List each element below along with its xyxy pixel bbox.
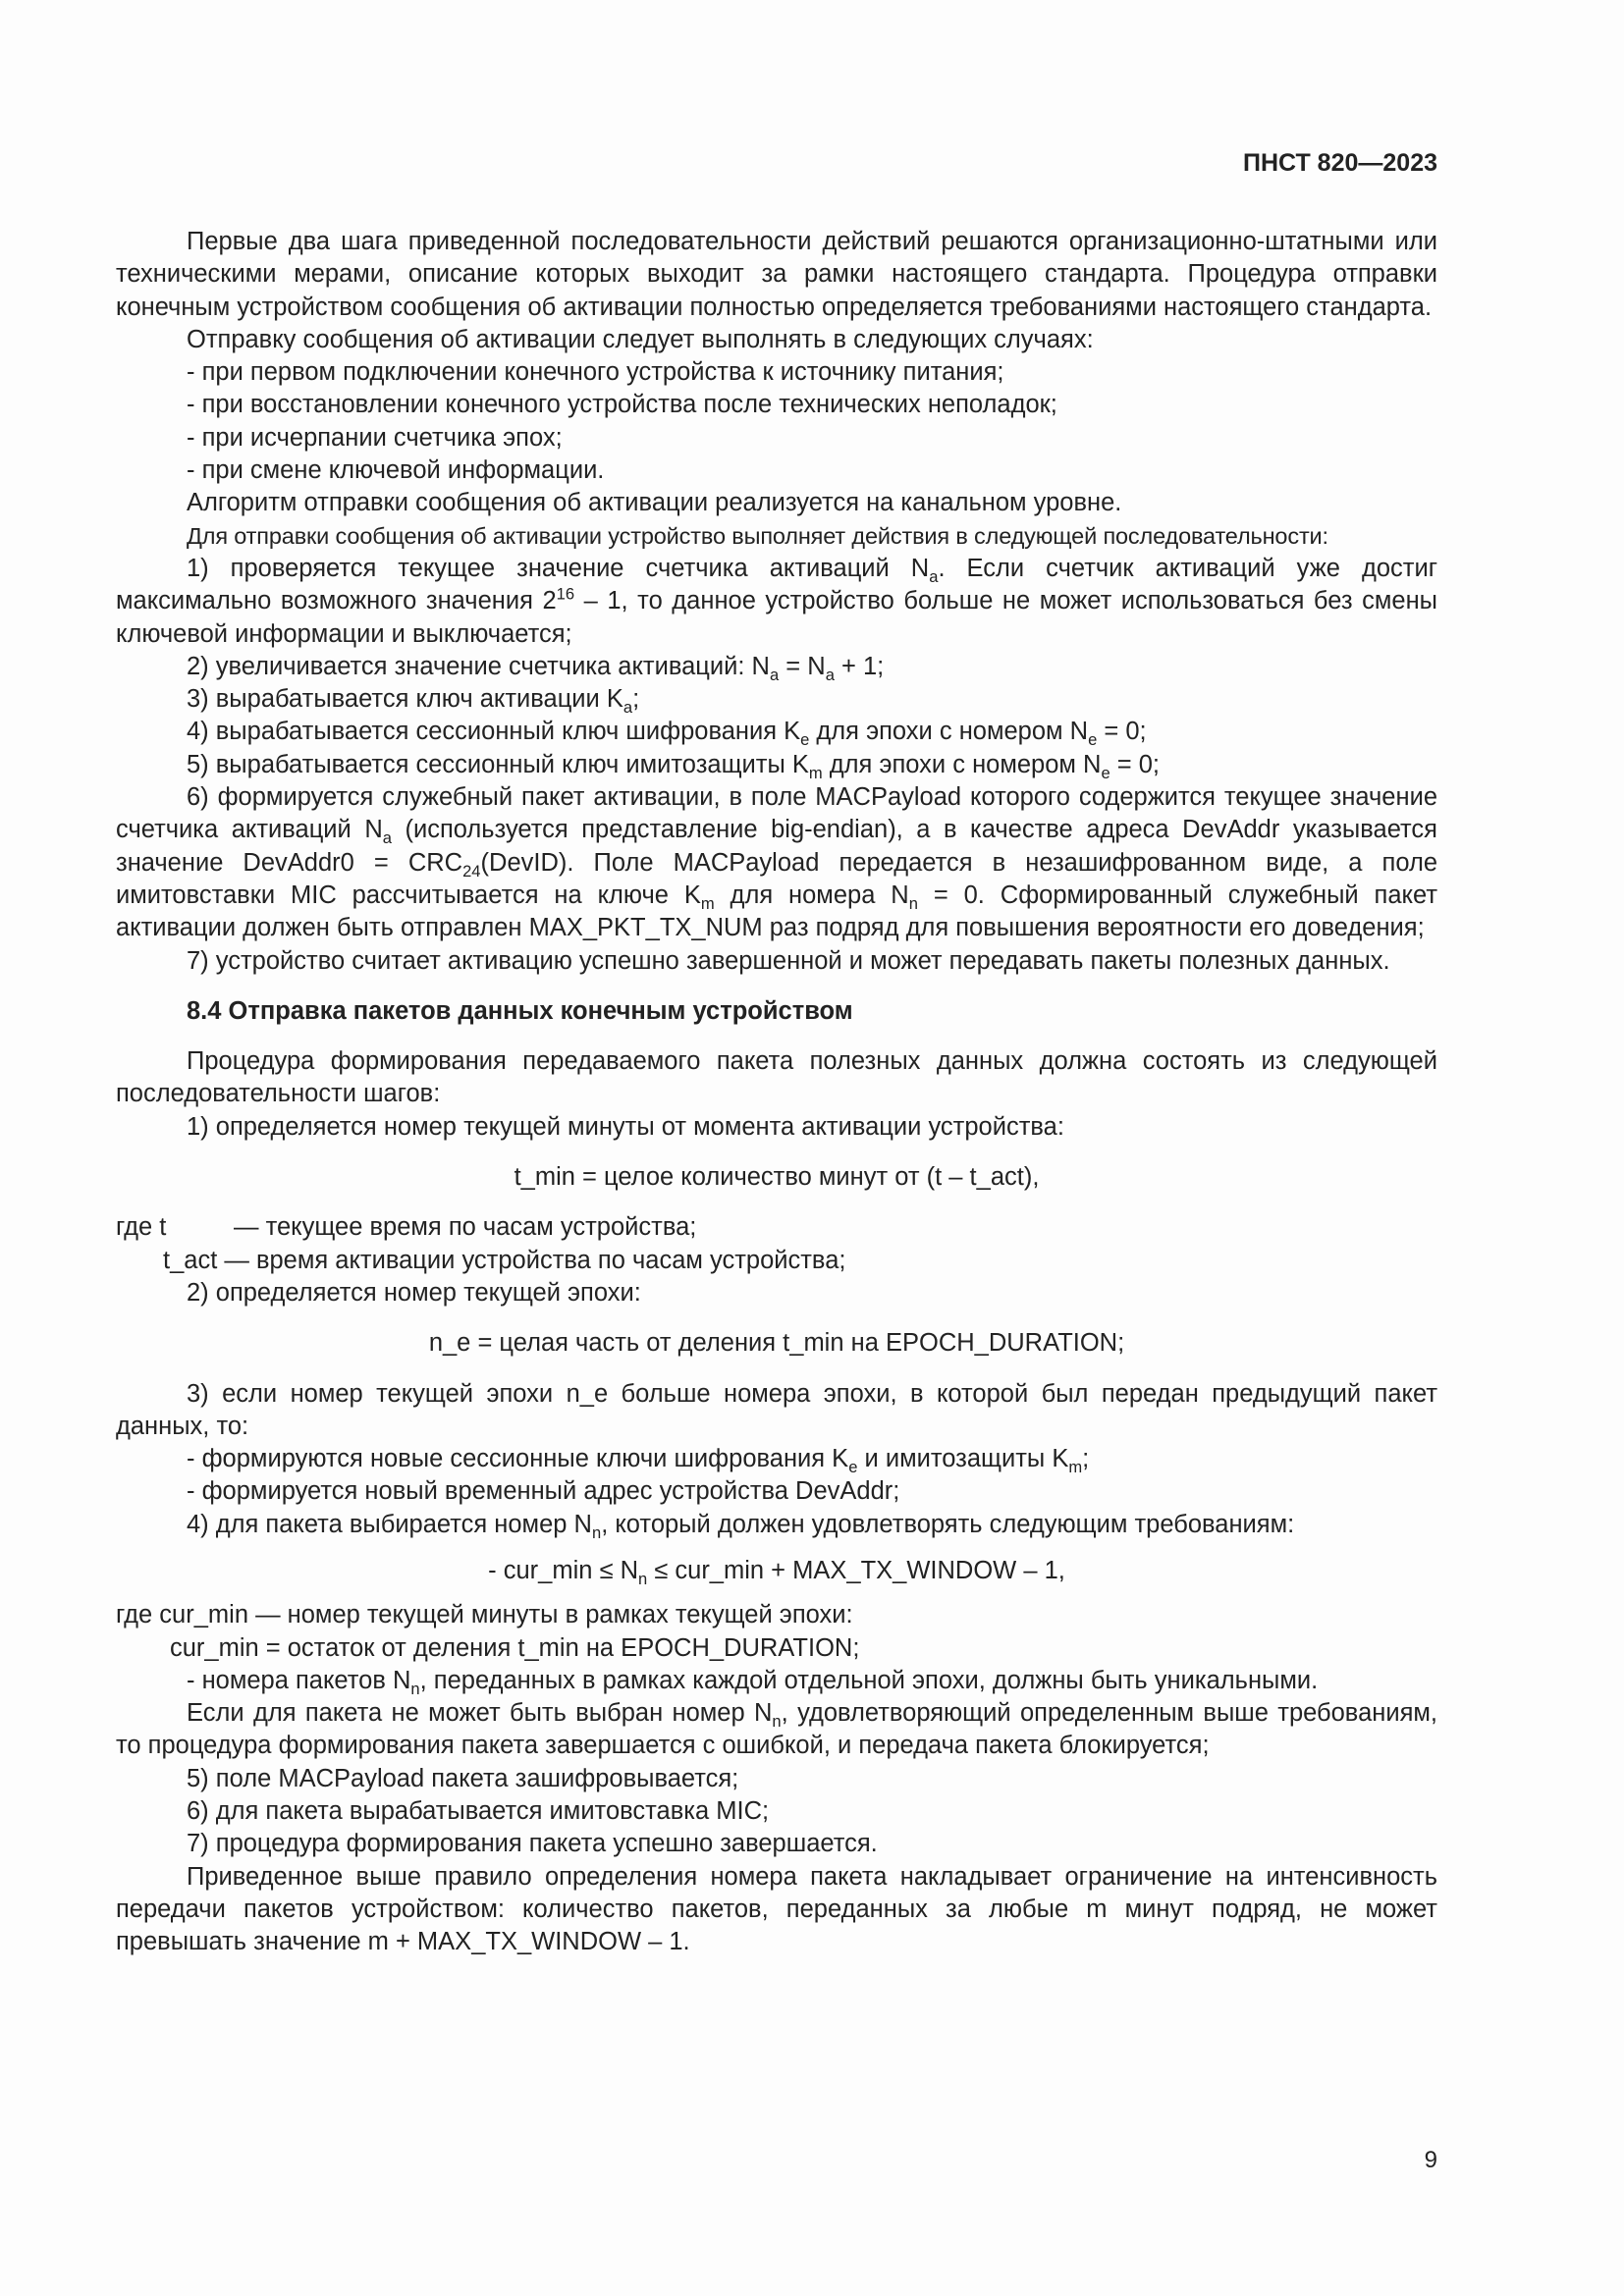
list-item: - формируются новые сессионные ключи шифрования $K_e$ и имитозащиты $K_m$; xyxy=(187,1445,1090,1477)
activation-step-1: 1) проверяется текущее значение счетчика активаций $N_a$. Если счетчик активаций уже достиг максимально возможного значения $2^{16} - 1$, то данное устройство больше не может использоваться без смены ключевой информации и выключается; xyxy=(116,554,1437,648)
list-item: - при восстановлении конечного устройства после технических неполадок; xyxy=(187,391,1057,419)
list-item: - при исчерпании счетчика эпох; xyxy=(187,423,563,452)
list-item: - формируется новый временный адрес устройства DevAddr; xyxy=(187,1477,900,1506)
document-id-header: ПНСТ 820—2023 xyxy=(1243,149,1437,177)
list-item: - номера пакетов $N_n$, переданных в рамках каждой отдельной эпохи, должны быть уникальными. xyxy=(187,1666,1319,1698)
activation-step-4: 4) вырабатывается сессионный ключ шифрования $K_e$ для эпохи с номером $N_e = 0$; xyxy=(187,718,1147,750)
where-clause: cur_min = остаток от деления t_min на EPOCH_DURATION; xyxy=(170,1633,860,1662)
data-step-1: 1) определяется номер текущей минуты от момента активации устройства: xyxy=(187,1112,1064,1141)
paragraph: Если для пакета не может быть выбран номер $N_n$, удовлетворяющий определенным выше требованиям, то процедура формирования пакета завершается с ошибкой, и передача пакета блокируется; xyxy=(116,1699,1437,1760)
where-clause: t_act — время активации устройства по часам устройства; xyxy=(163,1246,846,1274)
activation-step-7: 7) устройство считает активацию успешно завершенной и может передавать пакеты полезных данных. xyxy=(187,946,1390,975)
paragraph: Приведенное выше правило определения номера пакета накладывает ограничение на интенсивность передачи пакетов устройством: количество пакетов, переданных за любые m минут подряд, не может превышать значение m + MAX_TX_WINDOW – 1. xyxy=(116,1862,1437,1956)
data-step-3: 3) если номер текущей эпохи n_e больше номера эпохи, в которой был передан предыдущий пакет данных, то: xyxy=(116,1379,1437,1440)
activation-step-5: 5) вырабатывается сессионный ключ имитозащиты $K_m$ для эпохи с номером $N_e = 0$; xyxy=(187,750,1160,782)
data-step-7: 7) процедура формирования пакета успешно завершается. xyxy=(187,1830,878,1858)
activation-step-6: 6) формируется служебный пакет активации, в поле MACPayload которого содержится текущее значение счетчика активаций $N_a$ (используется представление big-endian), а в качестве адреса DevAddr указывается значение DevAddr0 = $CRC_{24}(DevID)$. Поле MACPayload передается в незашифрованном виде, а поле имитовставки MIC рассчитывается на ключе $K_m$ для номера $N_n = 0$. Сформированный служебный пакет активации должен быть отправлен MAX_PKT_TX_NUM раз подряд для повышения вероятности его доведения; xyxy=(116,783,1438,942)
data-step-4: 4) для пакета выбирается номер $N_n$, который должен удовлетворять следующим требованиям: xyxy=(187,1510,1295,1542)
where-clause: где cur_min — номер текущей минуты в рамках текущей эпохи: xyxy=(116,1601,853,1629)
document-body xyxy=(116,226,1437,1959)
paragraph: Алгоритм отправки сообщения об активации реализуется на канальном уровне. xyxy=(187,489,1122,517)
activation-step-2: 2) увеличивается значение счетчика активаций: $N_a = N_a + 1$; xyxy=(187,652,885,684)
paragraph: Первые два шага приведенной последовательности действий решаются организационно-штатными или техническими мерами, описание которых выходит за рамки настоящего стандарта. Процедура отправки конечным устройством сообщения об активации полностью определяется требованиями настоящего стандарта. xyxy=(116,228,1437,321)
data-step-5: 5) поле MACPayload пакета зашифровывается; xyxy=(187,1764,739,1792)
data-step-6: 6) для пакета вырабатывается имитовставка MIC; xyxy=(187,1797,770,1826)
paragraph: Процедура формирования передаваемого пакета полезных данных должна состоять из следующей последовательности шагов: xyxy=(116,1047,1437,1108)
data-step-2: 2) определяется номер текущей эпохи: xyxy=(187,1278,641,1307)
formula: t_min = целое количество минут от (t – t_act), xyxy=(514,1163,1040,1192)
paragraph: Отправку сообщения об активации следует выполнять в следующих случаях: xyxy=(187,325,1094,353)
paragraph: Для отправки сообщения об активации устройство выполняет действия в следующей последовательности: xyxy=(187,522,1328,549)
section-heading: 8.4 Отправка пакетов данных конечным устройством xyxy=(187,996,853,1025)
where-clause: где t — текущее время по часам устройства; xyxy=(116,1213,697,1242)
list-item: - при первом подключении конечного устройства к источнику питания; xyxy=(187,358,1004,387)
page-number: 9 xyxy=(1424,2147,1437,2173)
formula: n_e = целая часть от деления t_min на EPOCH_DURATION; xyxy=(428,1329,1125,1358)
list-item: - при смене ключевой информации. xyxy=(187,456,605,485)
activation-step-3: 3) вырабатывается ключ активации $K_a$; xyxy=(187,685,640,718)
formula: - cur_min ≤ $N_n$ ≤ cur_min + MAX_TX_WINDOW – 1, xyxy=(488,1556,1065,1589)
